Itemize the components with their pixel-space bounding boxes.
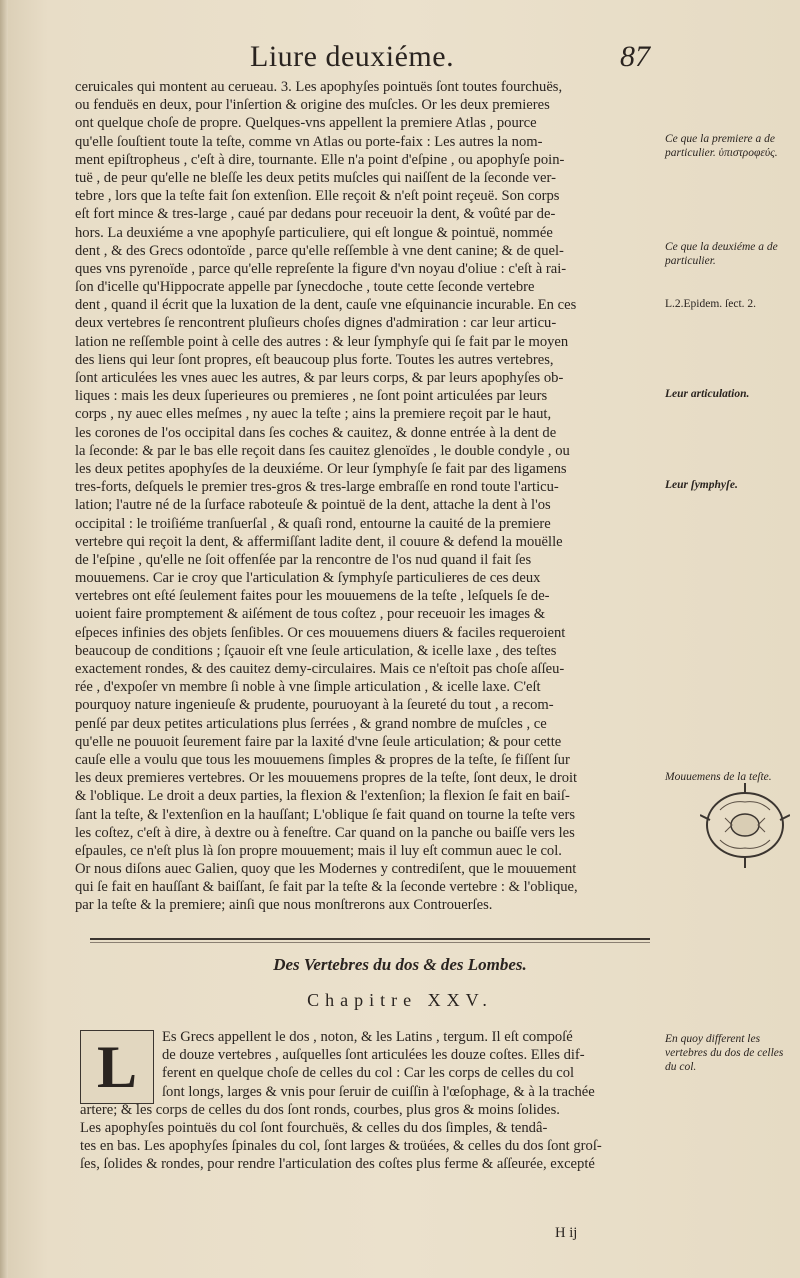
- text-line: vertebres ont eſté ſeulement faites pour les mouuemens de la teſte , leſquels ſe de-: [75, 588, 550, 605]
- text-line: les deux petites apophyſes de la deuxiéme. Or leur ſymphyſe ſe fait par des ligamens: [75, 460, 567, 477]
- margin-note: En quoy different les vertebres du dos de celles du col.: [665, 1033, 784, 1073]
- text-line: & l'oblique. Le droit a deux parties, la flexion & l'extenſion; la flexion ſe fait en baiſ-: [75, 788, 570, 805]
- text-line: ferent en quelque choſe de celles du col : Car les corps de celles du col: [162, 1065, 575, 1082]
- section-rule: [90, 938, 650, 940]
- text-line: ſes, ſolides & rondes, pour rendre l'articulation des coſtes plus ferme & aſſeurée, excepté: [80, 1156, 595, 1173]
- text-line: Or nous diſons auec Galien, quoy que les Modernes y contrediſent, que le mouuement: [75, 861, 577, 878]
- margin-note: L.2.Epidem. ſect. 2.: [665, 298, 757, 310]
- text-line: lation; l'autre né de la ſurface raboteuſe & pointuë de la dent, attache la dent à l'os: [75, 497, 551, 514]
- text-line: corps , ny auec elles meſmes , ny auec la teſte ; ains la premiere reçoit par le haut,: [75, 406, 552, 423]
- page-number: 87: [620, 40, 650, 73]
- chapter-title: Des Vertebres du dos & des Lombes.: [273, 955, 527, 974]
- text-line: ſont articulées les vnes auec les autres, & par leurs corps, & par leurs apophyſes ob-: [75, 370, 564, 386]
- signature-mark: H ij: [555, 1225, 578, 1241]
- margin-note: Leur ſymphyſe.: [665, 479, 738, 491]
- margin-note: Ce que la deuxiéme a de particulier.: [665, 241, 778, 267]
- text-line: ceruicales qui montent au cerueau. 3. Les apophyſes pointuës ſont toutes fourchuës,: [75, 79, 563, 95]
- text-line: ont quelque choſe de propre. Quelques-vns appellent la premiere Atlas , pource: [75, 115, 537, 132]
- text-line: ou fenduës en deux, pour l'inſertion & origine des muſcles. Or les deux premieres: [75, 97, 550, 114]
- text-line: exactement rondes, & des cauitez demy-circulaires. Mais ce n'eſtoit pas choſe aſſeu-: [75, 661, 565, 677]
- text-line: dent , quand il écrit que la luxation de la dent, cauſe vne eſquinancie incurable. En ces: [75, 297, 577, 314]
- text-line: qu'elle ſouſtient toute la teſte, comme vn Atlas ou porte-faix : Les autres la nom-: [75, 133, 543, 150]
- vertebra-illustration: [700, 780, 790, 870]
- margin-note: Mouuemens de la teſte.: [665, 771, 772, 783]
- text-line: ques vns pyrenoïde , parce qu'elle repreſente la figure d'vn noyau d'oliue : c'eſt à rai-: [75, 260, 567, 277]
- running-head: Liure deuxiéme.: [250, 40, 455, 73]
- text-line: la ſeconde: & par le bas elle reçoit dans ſes cauitez glenoïdes , le double condyle , ou: [75, 442, 570, 459]
- margin-note: Leur articulation.: [665, 388, 750, 400]
- text-line: les coſtez, c'eſt à dire, à dextre ou à feneſtre. Car quand on la panche ou baiſſe vers les: [75, 824, 575, 841]
- page-header: [0, 40, 800, 80]
- text-line: qu'elle ne pouuoit ſeurement faire par la laxité d'vne ſeule articulation; & pour cette: [75, 733, 562, 750]
- text-line: tebre , lors que la teſte fait ſon extenſion. Elle reçoit & n'eſt point reçeuë. Son corps: [75, 188, 560, 205]
- text-line: deux vertebres ſe rencontrent pluſieurs choſes dignes d'admiration : car leur articu-: [75, 315, 557, 332]
- text-line: penſé par deux petites articulations plus ſerrées , & grand nombre de muſcles , ce: [75, 715, 547, 732]
- text-line: les deux premieres vertebres. Or les mouuemens propres de la teſte, ſont deux, le droit: [75, 770, 578, 787]
- text-line: ſon d'icelle qu'Hippocrate appelle par ſynecdoche , toute cette ſeconde vertebre: [75, 279, 535, 296]
- text-line: ſont longs, larges & vnis pour ſeruir de cuiſſin à l'œſophage, & à la trachée: [162, 1083, 595, 1100]
- chapter-text: [80, 1028, 655, 1174]
- body-text: [75, 78, 655, 915]
- text-line: ment epiſtropheus , c'eſt à dire, tournante. Elle n'a point d'eſpine , ou apophyſe poin-: [75, 151, 565, 168]
- text-line: eſt fort mince & tres-large , caué par dedans pour receuoir la dent, & voûté par de-: [75, 206, 556, 223]
- text-line: pourquoy nature ingenieuſe & prudente, pouruoyant à la ſeureté du tout , a recom-: [75, 697, 554, 714]
- text-line: mouuemens. Car ie croy que l'articulation & ſymphyſe particulieres de ces deux: [75, 570, 541, 587]
- text-line: rée , d'expoſer vn membre ſi noble à vne ſimple articulation , & icelle laxe. C'eſt: [75, 679, 541, 696]
- text-line: vertebre qui reçoit la dent, & affermiſſant ladite dent, il couure & defend la mouëlle: [75, 533, 563, 550]
- text-line: Es Grecs appellent le dos , noton, & les Latins , tergum. Il eſt compoſé: [162, 1029, 573, 1045]
- text-line: des liens qui leur ſont propres, eſt beaucoup plus forte. Toutes les autres vertebres,: [75, 351, 554, 368]
- text-line: liques : mais les deux ſuperieures ou premieres , ne ſont point articulées par leurs: [75, 388, 548, 405]
- text-line: occipital : le troiſiéme tranſuerſal , & quaſi rond, entourne la cauité de la premiere: [75, 515, 551, 532]
- text-line: par la teſte & la premiere; ainſi que nous monſtrerons aux Controuerſes.: [75, 897, 493, 914]
- text-line: Les apophyſes pointuës du col ſont fourchuës, & celles du dos ſimples, & tendâ-: [80, 1119, 548, 1136]
- text-line: de douze vertebres , auſquelles ſont articulées les douze coſtes. Elles dif-: [162, 1047, 585, 1064]
- text-line: tres-forts, deſquels le premier tres-gros & tres-large embraſſe en rond toute l'articu-: [75, 479, 559, 496]
- text-line: cauſe elle a voulu que tous les mouuemens ſimples & propres de la teſte, ſe fiſſent ſur: [75, 751, 570, 768]
- margin-note: Ce que la premiere a de particulier. ὑπιστροφεύς.: [665, 133, 778, 159]
- decorated-initial: L: [80, 1030, 154, 1104]
- text-line: eſpeces infinies des objets ſenſibles. Or ces mouuemens diuers & faciles requeroient: [75, 624, 566, 641]
- chapter-number: Chapitre XXV.: [307, 990, 493, 1010]
- text-line: eſpaules, ce n'eſt plus là ſon propre mouuement; mais il luy eſt commun auec le col.: [75, 842, 562, 859]
- text-line: lation ne reſſemble point à celle des autres : & leur ſymphyſe qui ſe fait par le moyen: [75, 333, 569, 350]
- text-line: hors. La deuxiéme a vne apophyſe particuliere, qui eſt longue & pointuë, nommée: [75, 224, 553, 241]
- page-edge-shadow: [0, 0, 8, 1278]
- text-line: ſant la teſte, & l'extenſion en la hauſſant; L'oblique ſe fait quand on tourne la teſte vers: [75, 806, 576, 823]
- text-line: dent , & des Grecs odontoïde , parce qu'elle reſſemble à vne dent canine; & de quel-: [75, 242, 564, 259]
- text-line: les corones de l'os occipital dans ſes coches & cauitez, & donne entrée à la dent de: [75, 424, 557, 441]
- text-line: tes en bas. Les apophyſes ſpinales du col, ſont larges & troüées, & celles du dos ſont groſ-: [80, 1138, 602, 1155]
- text-line: de l'eſpine , qu'elle ne ſoit offenſée par la rencontre de l'os nud quand il fait ſes: [75, 551, 532, 568]
- text-line: tuë , de peur qu'elle ne bleſſe les deux petits muſcles qui naiſſent de la ſeconde ver-: [75, 169, 556, 186]
- text-line: qui ſe fait en hauſſant & baiſſant, ſe fait par la teſte & la ſeconde vertebre : & l'oblique,: [75, 879, 578, 896]
- section-rule: [90, 942, 650, 943]
- text-line: artere; & les corps de celles du dos ſont ronds, courbes, plus gros & moins ſolides.: [80, 1101, 560, 1118]
- text-line: beaucoup de conditions ; ſçauoir eſt vne ſeule articulation, & icelle laxe , des teſtes: [75, 642, 557, 659]
- text-line: uoient faire promptement & aiſément de tous coſtez , pour receuoir les images &: [75, 606, 546, 623]
